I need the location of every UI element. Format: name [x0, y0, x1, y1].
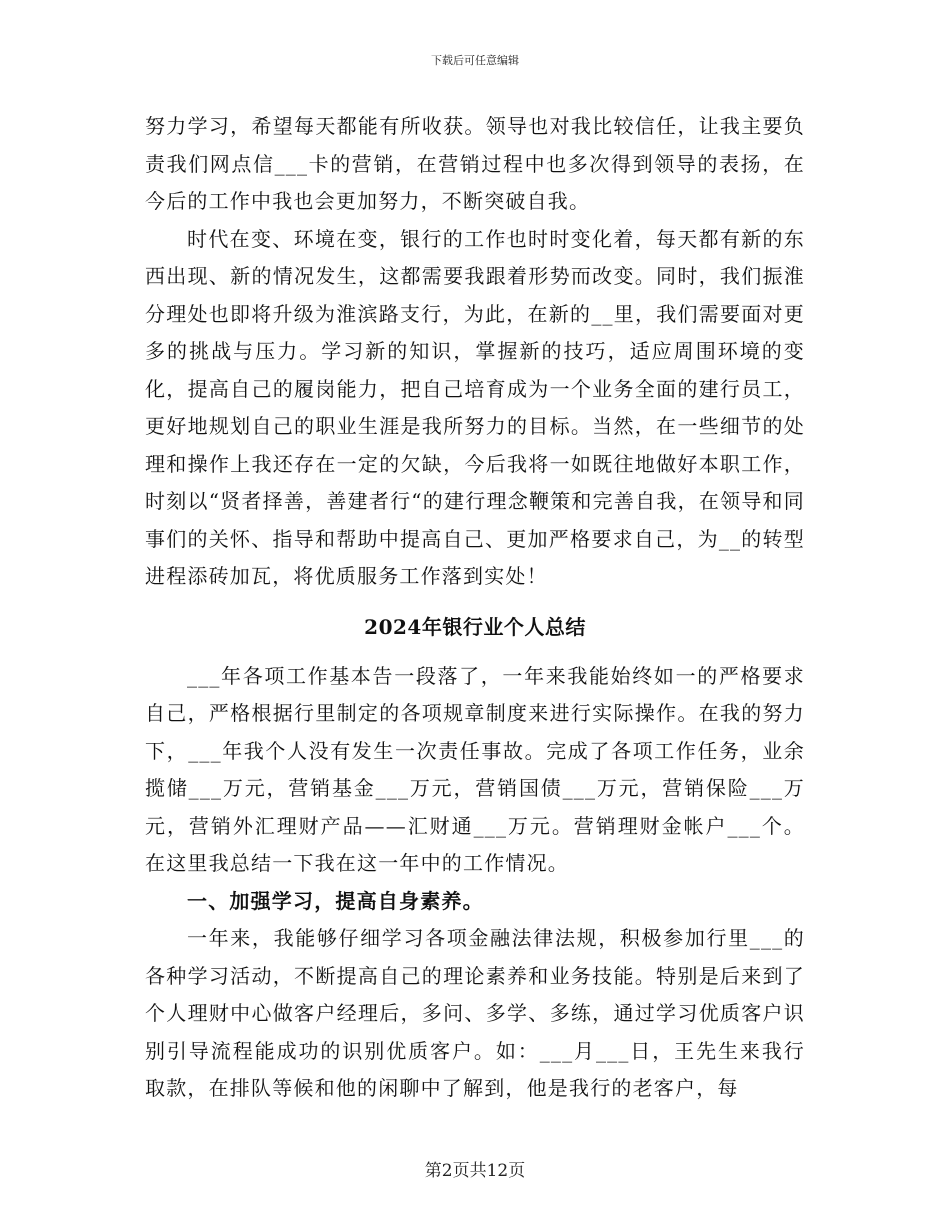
paragraph-year-summary: ___年各项工作基本告一段落了，一年来我能始终如一的严格要求自己，严格根据行里制定的各项规章制度来进行实际操作。在我的努力下，___年我个人没有发生一次责任事故。完成了各项工作任务，业余揽储___万元，营销基金___万元，营销国债___万元，营销保险___万元，营销外汇理财产品——汇财通___万元。营销理财金帐户___个。在这里我总结一下我在这一年中的工作情况。: [145, 663, 805, 875]
document-body: [145, 108, 805, 1108]
page-header-note: 下载后可任意编辑: [431, 54, 519, 67]
page-number: 第2页共12页: [424, 1161, 526, 1181]
document-title: 2024年银行业个人总结: [364, 614, 586, 639]
paragraph-continued: 努力学习，希望每天都能有所收获。领导也对我比较信任，让我主要负责我们网点信___卡的营销，在营销过程中也多次得到领导的表扬，在今后的工作中我也会更加努力，不断突破自我。: [145, 114, 805, 213]
paragraph-times-changing: 时代在变、环境在变，银行的工作也时时变化着，每天都有新的东西出现、新的情况发生，这都需要我跟着形势而改变。同时，我们振淮分理处也即将升级为淮滨路支行，为此，在新的__里，我们需要面对更多的挑战与压力。学习新的知识，掌握新的技巧，适应周围环境的变化，提高自己的履岗能力，把自己培育成为一个业务全面的建行员工，更好地规划自己的职业生涯是我所努力的目标。当然，在一些细节的处理和操作上我还存在一定的欠缺，今后我将一如既往地做好本职工作，时刻以“贤者择善，善建者行“的建行理念鞭策和完善自我，在领导和同事们的关怀、指导和帮助中提高自己、更加严格要求自己，为__的转型进程添砖加瓦，将优质服务工作落到实处！: [145, 226, 805, 588]
section-heading-study: 一、加强学习，提高自身素养。: [187, 888, 484, 913]
paragraph-study-details: 一年来，我能够仔细学习各项金融法律法规，积极参加行里___的各种学习活动，不断提高自己的理论素养和业务技能。特别是后来到了个人理财中心做客户经理后，多问、多学、多练，通过学习优质客户识别引导流程能成功的识别优质客户。如：___月___日，王先生来我行取款，在排队等候和他的闲聊中了解到，他是我行的老客户，每: [145, 926, 805, 1100]
